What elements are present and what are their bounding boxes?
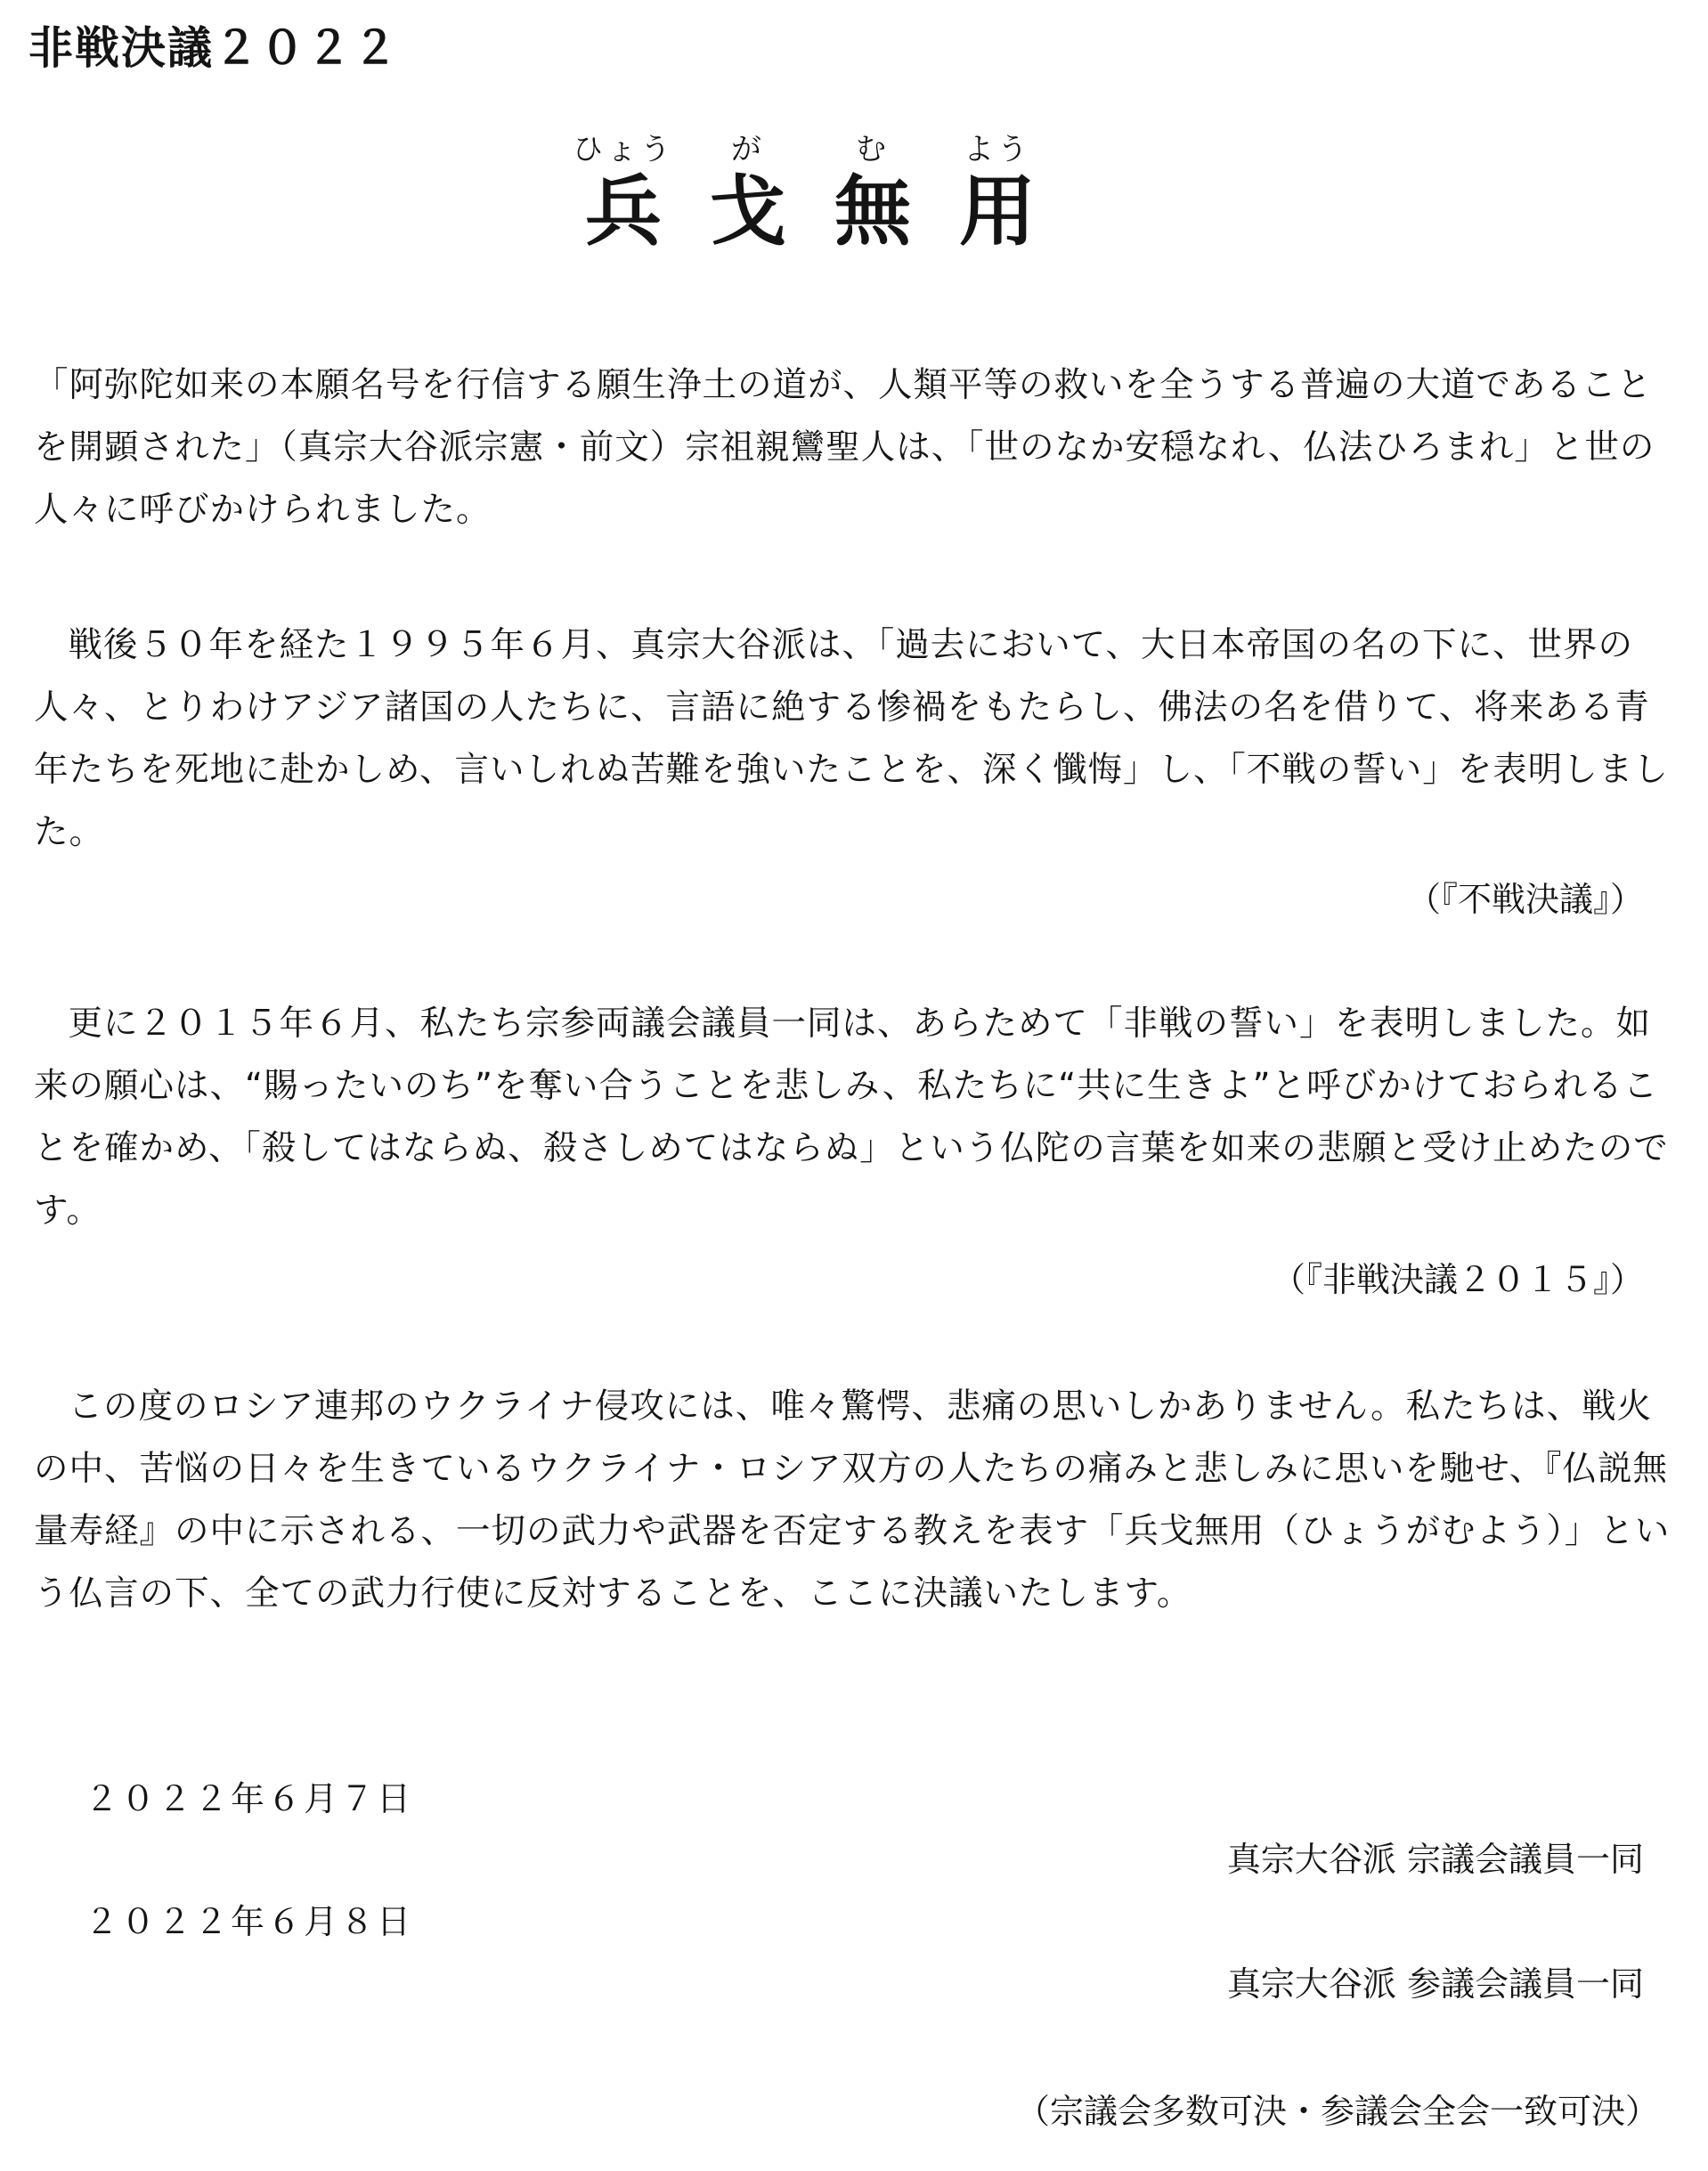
date-line-2: ２０２２年６月８日 <box>85 1902 414 1941</box>
title-ruby-2: が <box>731 132 765 167</box>
vote-result-note: （宗議会多数可決・参議会全会一致可決） <box>1015 2092 1659 2131</box>
title-kanji-1: 兵 <box>585 167 662 256</box>
title-char-4 <box>944 132 1051 256</box>
source-citation-2: （『非戦決議２０１５』） <box>1271 1260 1644 1299</box>
title-char-2 <box>695 132 801 256</box>
source-citation-1: （『不戦決議』） <box>1406 880 1644 919</box>
title-ruby-1: ひょう <box>573 132 674 167</box>
document-title <box>570 132 1140 265</box>
paragraph-2022-resolution: この度のロシア連邦のウクライナ侵攻には、唯々驚愕、悲痛の思いしかありません。私たちは、戦火の中、苦悩の日々を生きているウクライナ・ロシア双方の人たちの痛みと悲しみに思いを馳せ、『仏説無量寿経』の中に示される、一切の武力や武器を否定する教えを表す「兵戈無用（ひょうがむよう）」という仏言の下、全ての武力行使に反対することを、ここに決議いたします。 <box>34 1386 1671 1614</box>
date-line-1: ２０２２年６月７日 <box>85 1779 414 1818</box>
document-header-label: 非戦決議２０２２ <box>28 22 399 74</box>
title-ruby-4: よう <box>964 132 1031 167</box>
title-kanji-3: 無 <box>834 167 911 256</box>
paragraph-2015-resolution: 更に２０１５年６月、私たち宗参両議会議員一同は、あらためて「非戦の誓い」を表明しました。如来の願心は、“賜ったいのち”を奪い合うことを悲しみ、私たちに“共に生きよ”と呼びかけておられることを確かめ、「殺してはならぬ、殺さしめてはならぬ」という仏陀の言葉を如来の悲願と受け止めたのです。 <box>34 1004 1669 1231</box>
signer-line-1: 真宗大谷派 宗議会議員一同 <box>1226 1840 1644 1879</box>
paragraph-preamble: 「阿弥陀如来の本願名号を行信する願生浄土の道が、人類平等の救いを全うする普遍の大道であることを開顕された」（真宗大谷派宗憲・前文）宗祖親鸞聖人は、「世のなか安穏なれ、仏法ひろまれ」と世の人々に呼びかけられました。 <box>34 365 1655 530</box>
title-kanji-4: 用 <box>959 167 1036 256</box>
title-kanji-2: 戈 <box>710 167 786 256</box>
title-ruby-3: む <box>856 132 890 167</box>
title-char-3 <box>819 132 926 256</box>
signer-line-2: 真宗大谷派 参議会議員一同 <box>1226 1964 1644 2004</box>
paragraph-1995-resolution: 戦後５０年を経た１９９５年６月、真宗大谷派は、「過去において、大日本帝国の名の下に、世界の人々、とりわけアジア諸国の人たちに、言語に絶する惨禍をもたらし、佛法の名を借りて、将来ある青年たちを死地に赴かしめ、言いしれぬ苦難を強いたことを、深く懺悔」し、「不戦の誓い」を表明しました。 <box>34 625 1669 852</box>
title-char-1 <box>570 132 677 256</box>
